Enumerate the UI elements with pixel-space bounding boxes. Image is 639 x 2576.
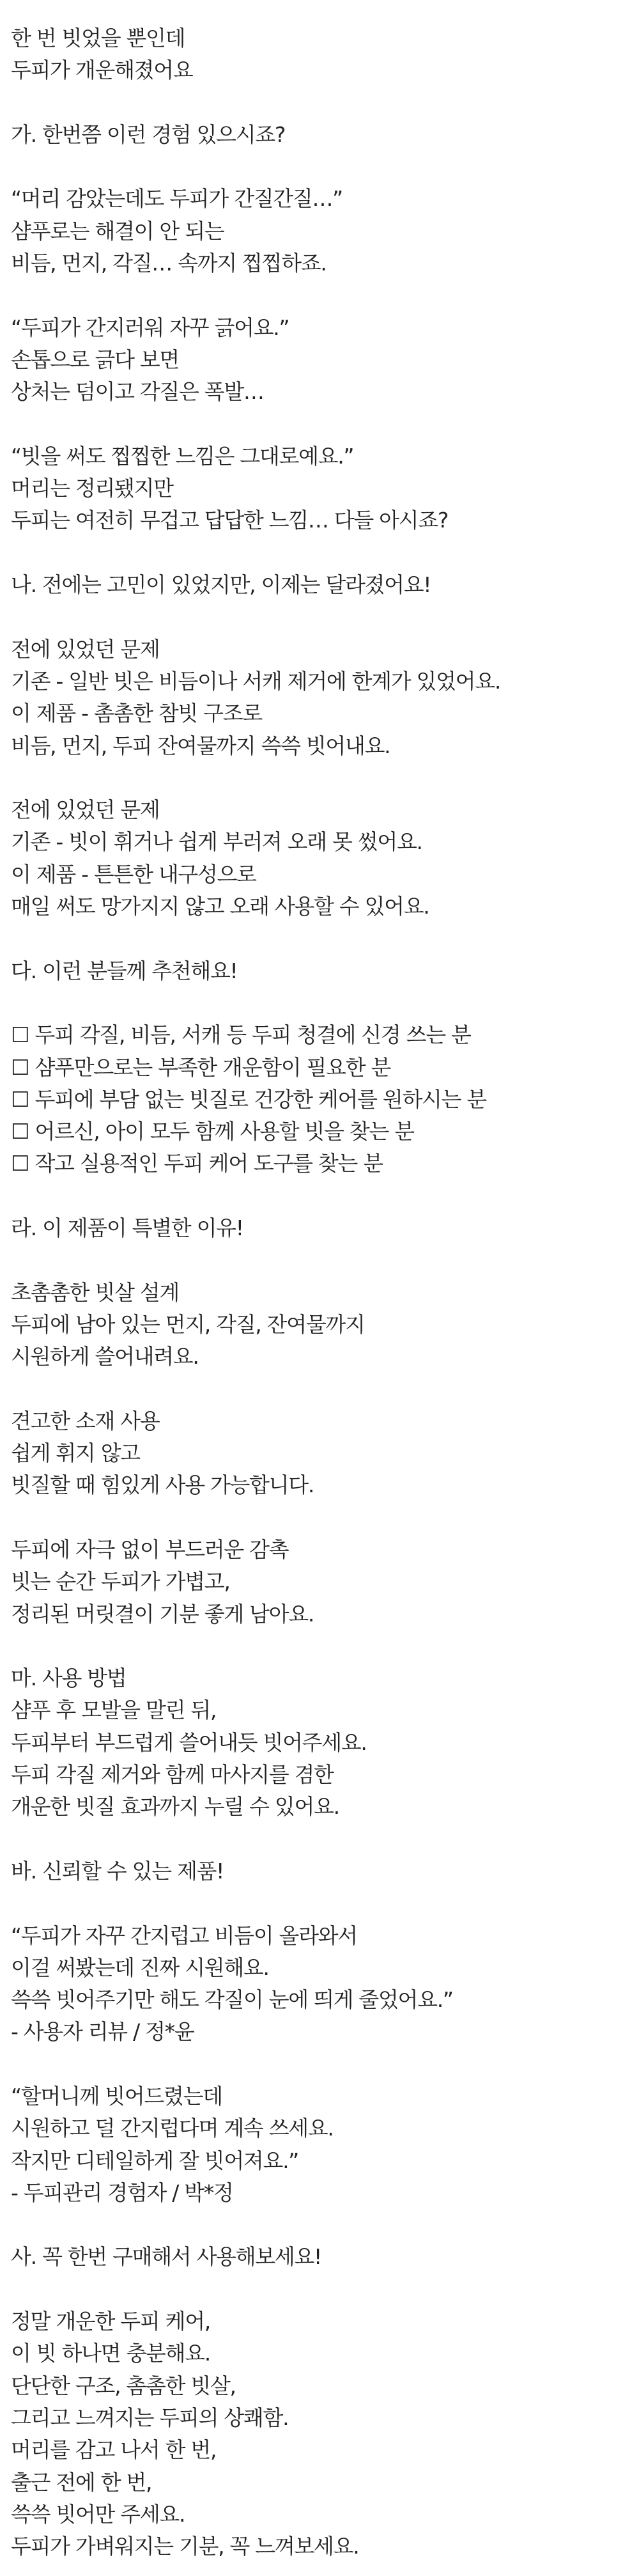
text-line: 두피에 자극 없이 부드러운 감촉 [11, 1536, 289, 1562]
text-line: 라. 이 제품이 특별한 이유! [11, 1215, 243, 1240]
text-line: 두피부터 부드럽게 쓸어내듯 빗어주세요. [11, 1729, 367, 1755]
text-line: 사. 꼭 한번 구매해서 사용해보세요! [11, 2244, 321, 2270]
text-line: 나. 전에는 고민이 있었지만, 이제는 달라졌어요! [11, 572, 431, 598]
text-line: ☐ 샴푸만으로는 부족한 개운함이 필요한 분 [11, 1054, 391, 1080]
text-line: 마. 사용 방법 [11, 1666, 127, 1691]
text-line: 두피가 가벼워지는 기분, 꼭 느껴보세요. [11, 2534, 359, 2559]
text-line: ☐ 두피에 부담 없는 빗질로 건강한 케어를 원하시는 분 [11, 1086, 486, 1112]
text-line: 두피에 남아 있는 먼지, 각질, 잔여물까지 [11, 1311, 365, 1337]
text-line: 바. 신뢰할 수 있는 제품! [11, 1858, 224, 1884]
paragraph-spacer [11, 1373, 639, 1405]
text-line: 빗는 순간 두피가 가볍고, [11, 1569, 230, 1595]
text-line: 이 제품 - 촘촘한 참빗 구조로 [11, 701, 262, 726]
paragraph-spacer [11, 2049, 639, 2080]
text-line: “머리 감았는데도 두피가 간질간질…” [11, 186, 343, 212]
text-line: 그리고 느껴지는 두피의 상쾌함. [11, 2405, 289, 2430]
text-line: 이걸 써봤는데 진짜 시원해요. [11, 1955, 269, 1980]
text-line: 샴푸로는 해결이 안 되는 [11, 218, 224, 244]
text-line: 비듬, 먼지, 두피 잔여물까지 쓱쓱 빗어내요. [11, 733, 390, 758]
text-line: 기존 - 빗이 휘거나 쉽게 부러져 오래 못 썼어요. [11, 829, 422, 855]
paragraph-spacer [11, 151, 639, 183]
text-line: 정말 개운한 두피 케어, [11, 2309, 210, 2334]
text-line: 시원하게 쓸어내려요. [11, 1344, 199, 1370]
text-line: 쓱쓱 빗어만 주세요. [11, 2501, 185, 2527]
paragraph-spacer [11, 2209, 639, 2241]
text-line: 작지만 디테일하게 잘 빗어져요.” [11, 2148, 299, 2173]
paragraph-spacer [11, 1630, 639, 1662]
text-line: - 두피관리 경험자 / 박*정 [11, 2180, 233, 2205]
paragraph-spacer [11, 87, 639, 119]
text-line: “할머니께 빗어드렸는데 [11, 2084, 222, 2109]
text-line: 쓱쓱 빗어주기만 해도 각질이 눈에 띄게 줄었어요.” [11, 1987, 453, 2013]
paragraph-spacer [11, 1180, 639, 1212]
paragraph-spacer [11, 1244, 639, 1276]
paragraph-spacer [11, 987, 639, 1019]
text-line: 정리된 머릿결이 기분 좋게 남아요. [11, 1601, 314, 1627]
text-line: 빗질할 때 힘있게 사용 가능합니다. [11, 1472, 314, 1498]
text-line: 전에 있었던 문제 [11, 636, 160, 662]
paragraph-spacer [11, 762, 639, 794]
text-line: 전에 있었던 문제 [11, 797, 160, 823]
text-line: 매일 써도 망가지지 않고 오래 사용할 수 있어요. [11, 894, 429, 919]
paragraph-spacer [11, 279, 639, 311]
text-line: 초촘촘한 빗살 설계 [11, 1279, 180, 1305]
text-line: “두피가 간지러워 자꾸 긁어요.” [11, 315, 289, 340]
text-line: 두피는 여전히 무겁고 답답한 느낌… 다들 아시죠? [11, 508, 449, 533]
text-line: “두피가 자꾸 간지럽고 비듬이 올라와서 [11, 1923, 357, 1948]
text-line: 상처는 덤이고 각질은 폭발… [11, 379, 264, 405]
paragraph-spacer [11, 2274, 639, 2306]
paragraph-spacer [11, 1887, 639, 1919]
text-line: 기존 - 일반 빗은 비듬이나 서캐 제거에 한계가 있었어요. [11, 668, 501, 694]
paragraph-spacer [11, 601, 639, 633]
paragraph-spacer [11, 1502, 639, 1534]
text-line: 두피가 개운해졌어요 [11, 58, 193, 83]
text-line: - 사용자 리뷰 / 정*윤 [11, 2019, 194, 2045]
text-line: “빗을 써도 찝찝한 느낌은 그대로예요.” [11, 443, 354, 469]
text-line: 샴푸 후 모발을 말린 뒤, [11, 1698, 217, 1723]
text-line: ☐ 두피 각질, 비듬, 서캐 등 두피 청결에 신경 쓰는 분 [11, 1022, 471, 1048]
text-line: 단단한 구조, 촘촘한 빗살, [11, 2373, 236, 2398]
text-line: 다. 이런 분들께 추천해요! [11, 958, 238, 983]
text-line: ☐ 어르신, 아이 모두 함께 사용할 빗을 찾는 분 [11, 1119, 414, 1144]
text-line: 시원하고 덜 간지럽다며 계속 쓰세요. [11, 2116, 334, 2141]
paragraph-spacer [11, 1823, 639, 1855]
text-line: 이 제품 - 튼튼한 내구성으로 [11, 861, 256, 887]
text-line: 비듬, 먼지, 각질… 속까지 찝찝하죠. [11, 251, 327, 276]
text-line: 견고한 소재 사용 [11, 1408, 160, 1433]
text-line: 출근 전에 한 번, [11, 2469, 152, 2495]
paragraph-spacer [11, 537, 639, 569]
text-line: 가. 한번쯤 이런 경험 있으시죠? [11, 121, 286, 147]
text-line: 쉽게 휘지 않고 [11, 1440, 140, 1466]
text-line: ☐ 작고 실용적인 두피 케어 도구를 찾는 분 [11, 1151, 383, 1176]
text-line: 개운한 빗질 효과까지 누릴 수 있어요. [11, 1794, 339, 1820]
paragraph-spacer [11, 923, 639, 955]
text-line: 머리는 정리됐지만 [11, 476, 173, 501]
text-line: 머리를 감고 나서 한 번, [11, 2437, 217, 2463]
text-line: 이 빗 하나면 충분해요. [11, 2341, 210, 2366]
text-line: 한 번 빗었을 뿐인데 [11, 26, 185, 51]
paragraph-spacer [11, 409, 639, 441]
text-line: 손톱으로 긁다 보면 [11, 347, 180, 372]
text-line: 두피 각질 제거와 함께 마사지를 겸한 [11, 1762, 334, 1788]
